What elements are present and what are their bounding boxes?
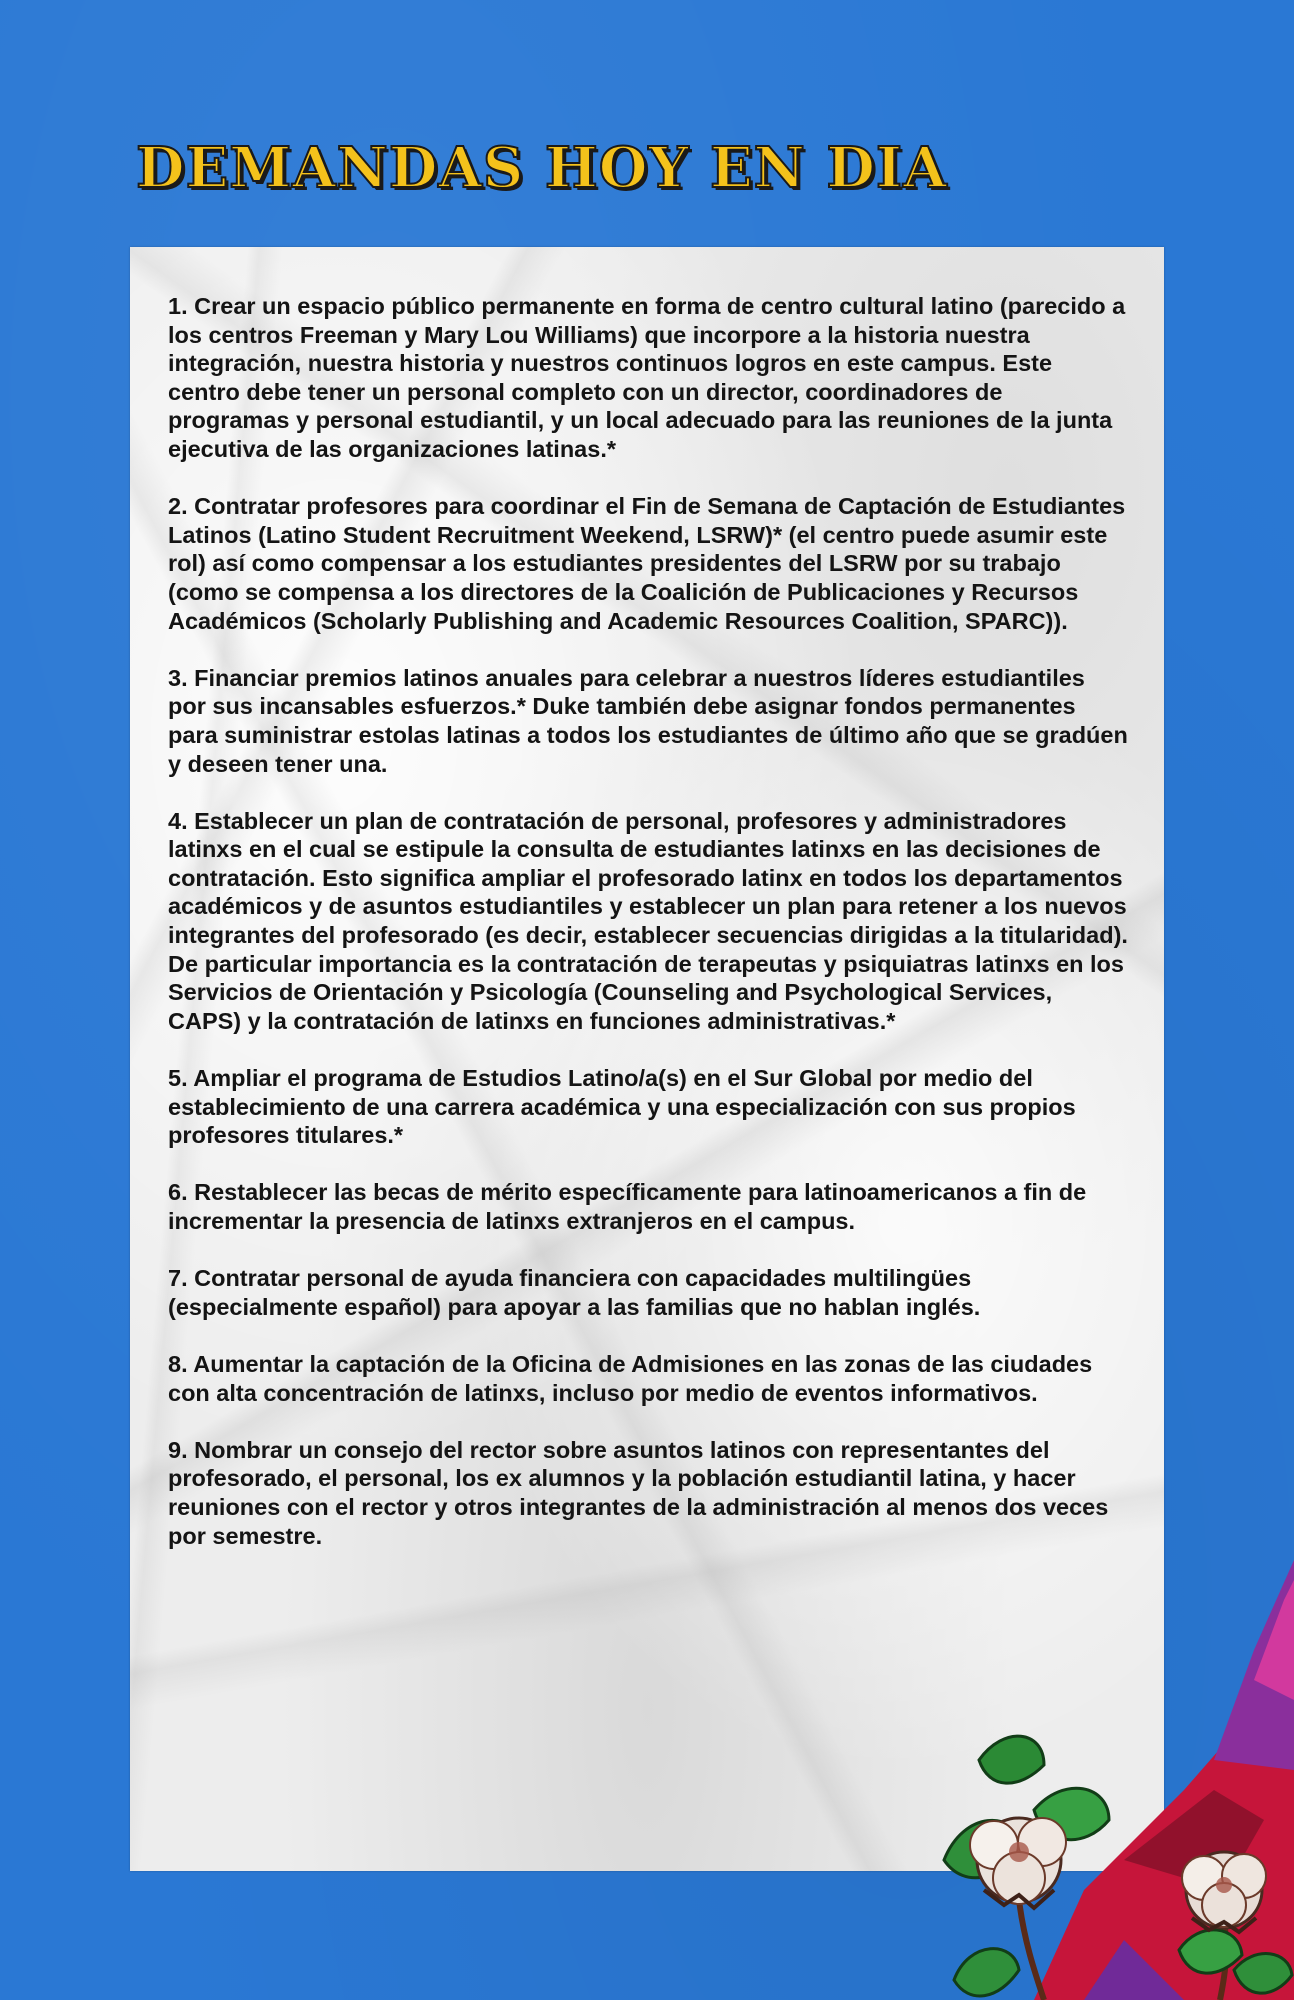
demand-item-1: 1. Crear un espacio público permanente en forma de centro cultural latino (parecido a los centros Freeman y Mary Lou Williams) que incorpore a la historia nuestra integración, nuestra historia y nuestros continuos logros en este campus. Este centro debe tener un personal completo con un director, coordinadores de programas y personal estudiantil, y un local adecuado para las reuniones de la junta ejecutiva de las organizaciones latinas.*: [168, 293, 1126, 462]
leaf-icon: [954, 1949, 1019, 1996]
cotton-boll-left: [970, 1818, 1066, 1908]
demand-item-7: 7. Contratar personal de ayuda financiera con capacidades multilingües (especialmente español) para apoyar a las familias que no hablan inglés.: [168, 1265, 981, 1320]
demand-item-2: 2. Contratar profesores para coordinar el Fin de Semana de Captación de Estudiantes Latinos (Latino Student Recruitment Weekend, LSRW)* (el centro puede asumir este rol) así como compensar a los estudiantes presidentes del LSRW por su trabajo (como se compensa a los directores de la Coalición de Publicaciones y Recursos Académicos (Scholarly Publishing and Academic Resources Coalition, SPARC)).: [168, 493, 1126, 634]
demand-item-6: 6. Restablecer las becas de mérito específicamente para latinoamericanos a fin de incrementar la presencia de latinxs extranjeros en el campus.: [168, 1179, 1087, 1234]
cotton-boll-right: [1182, 1852, 1266, 1932]
cotton-flower-illustration: [924, 1560, 1294, 2000]
demand-item-9: 9. Nombrar un consejo del rector sobre asuntos latinos con representantes del profesorado, el personal, los ex alumnos y la población estudiantil latina, y hacer reuniones con el rector y otros integrantes de la administración al menos dos veces por semestre.: [168, 1436, 1109, 1549]
demand-item-5: 5. Ampliar el programa de Estudios Latino/a(s) en el Sur Global por medio del establecimiento de una carrera académica y una especialización con sus propios profesores titulares.*: [168, 1065, 1076, 1149]
demand-item-4: 4. Establecer un plan de contratación de personal, profesores y administradores latinxs en el cual se estipule la consulta de estudiantes latinxs en las decisiones de contratación. Esto significa ampliar el profesorado latinx en todos los departamentos académicos y de asuntos estudiantiles y establecer un plan para retener a los nuevos integrantes del profesorado (es decir, establecer secuencias dirigidas a la titularidad). De particular importancia es la contratación de terapeutas y psiquiatras latinxs en los Servicios de Orientación y Psicología (Counseling and Psychological Services, CAPS) y la contratación de latinxs en funciones administrativas.*: [168, 807, 1128, 1034]
demand-item-8: 8. Aumentar la captación de la Oficina de Admisiones en las zonas de las ciudades con alta concentración de latinxs, incluso por medio de eventos informativos.: [168, 1350, 1093, 1406]
leaf-icon: [979, 1736, 1044, 1783]
stem-left: [1019, 1900, 1044, 2000]
page-title: DEMANDAS HOY EN DIA: [136, 135, 948, 201]
demand-item-3: 3. Financiar premios latinos anuales para celebrar a nuestros líderes estudiantiles por sus incansables esfuerzos.* Duke también debe asignar fondos permanentes para suministrar estolas latinas a todos los estudiantes de último año que se gradúen y deseen tener una.: [168, 664, 1128, 777]
demands-list: [168, 292, 1128, 1579]
